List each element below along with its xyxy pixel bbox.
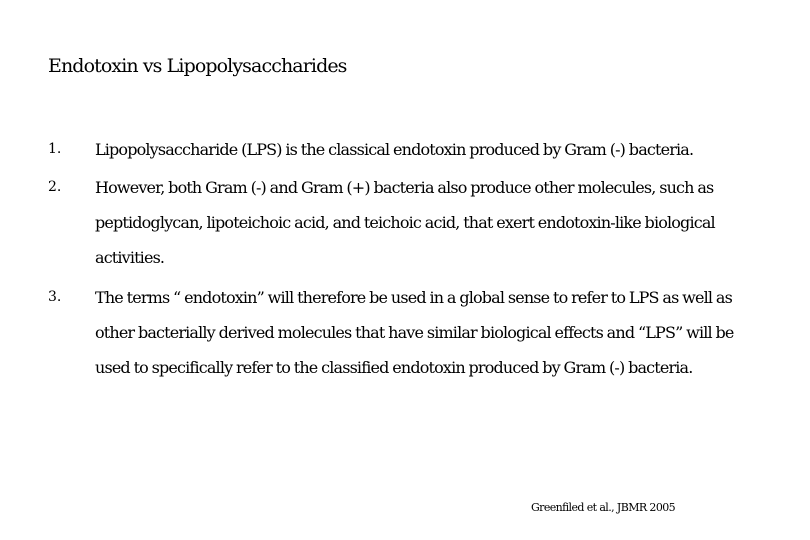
list-item-text: However, both Gram (-) and Gram (+) bacteria also produce other molecules, such as peptidoglycan, lipoteichoic acid, and teichoic acid, that exert endotoxin-like biological activities. [95,178,715,267]
list-item-number: 3. [48,289,62,305]
slide-title: Endotoxin vs Lipopolysaccharides [48,55,347,77]
list-item-text: The terms “ endotoxin” will therefore be used in a global sense to refer to LPS as well as other bacterially derived molecules that have similar biological effects and “LPS” will be used to specifically refer to the classified endotoxin produced by Gram (-) bacteria. [95,288,734,377]
citation: Greenfiled et al., JBMR 2005 [531,501,676,514]
list-item-text: Lipopolysaccharide (LPS) is the classical endotoxin produced by Gram (-) bacteria. [95,140,694,159]
list-item-number: 2. [48,179,62,195]
list-item-number: 1. [48,141,62,157]
